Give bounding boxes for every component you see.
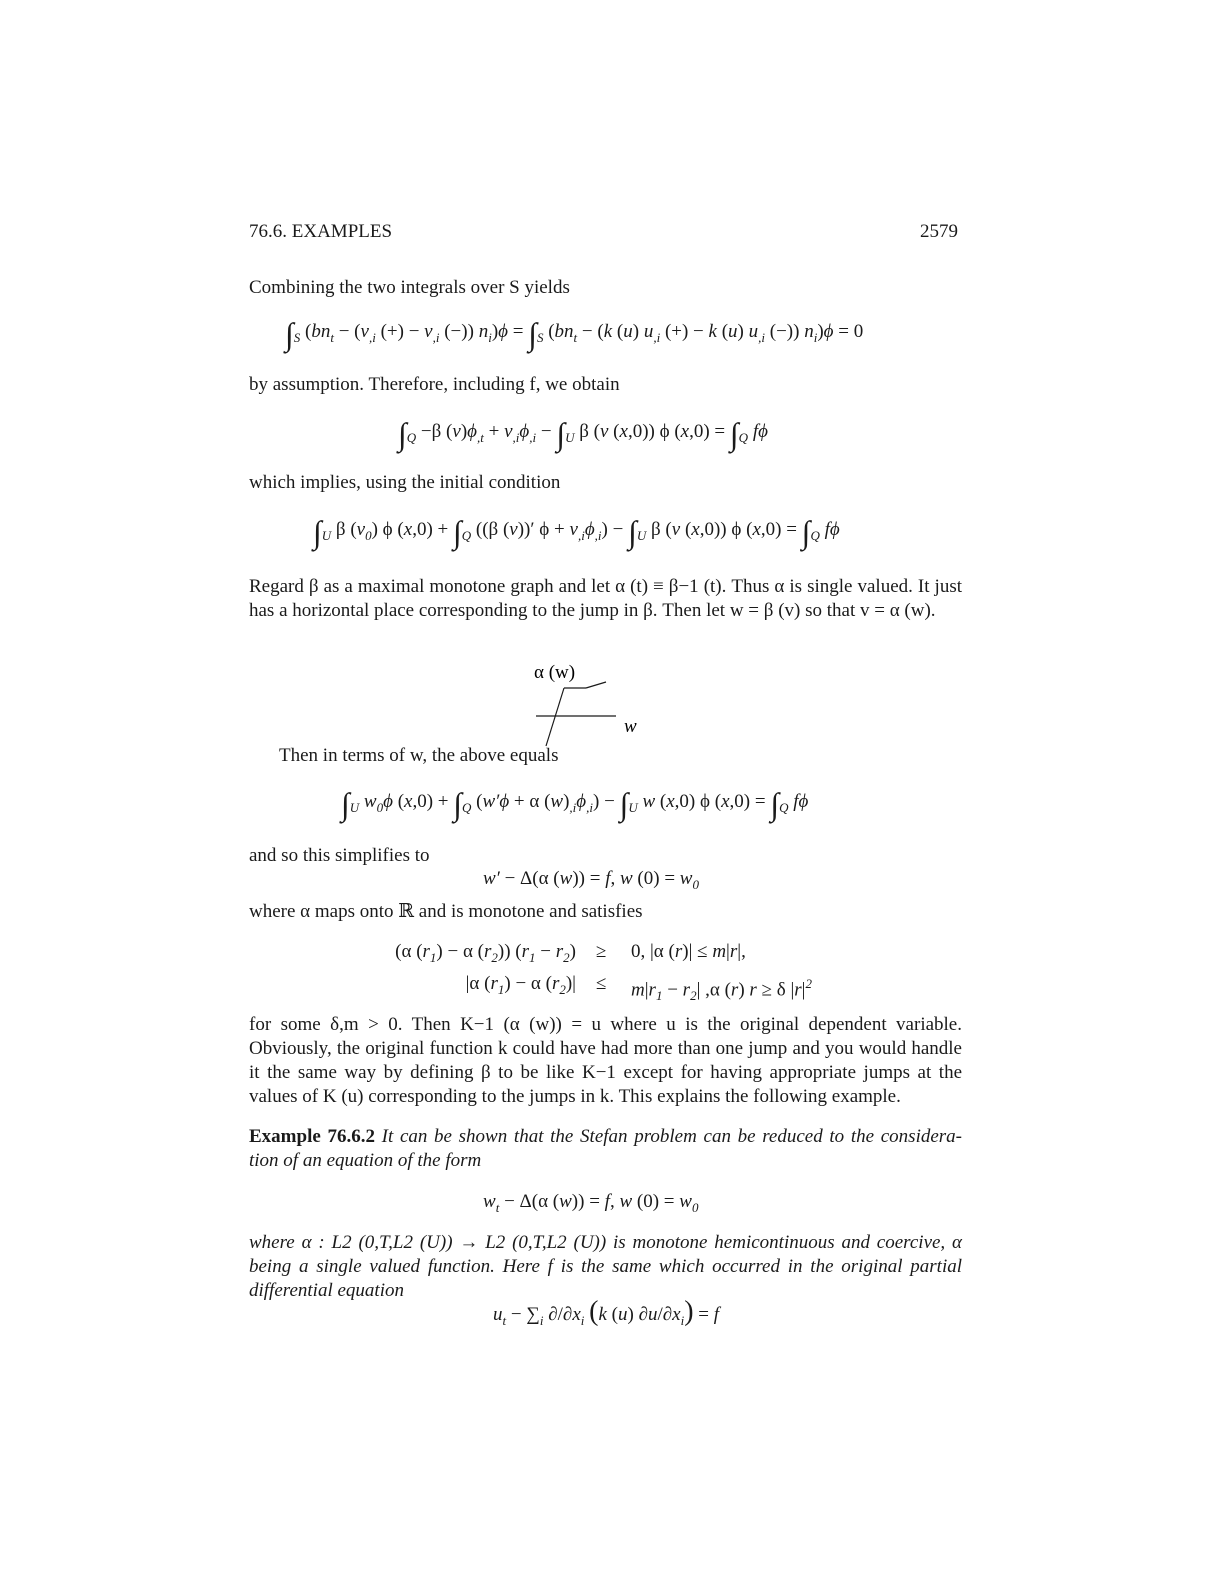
graph-rising-segment xyxy=(546,688,564,746)
example-block xyxy=(249,1125,962,1173)
paragraph-5: Then in terms of w, the above equals xyxy=(279,745,559,766)
equation-6a-left: (α $(r_1) - \alpha$ $(r_2)$) $(r_1 - r_2)$ xyxy=(395,941,576,965)
graph-y-label: α (w) xyxy=(534,662,576,683)
equation-6b-relation: ≤ xyxy=(596,973,607,994)
paragraph-8: for some δ,m > 0. Then K−1 (α (w)) = u where u is the original dependent variable. Obviously, the original function k could have had more than one jump and you would handle it the same way by defining β to be like K−1 except for having appropriate jumps at the values of K (u) corresponding to the jumps in k. This explains the following example. xyxy=(249,1014,962,1107)
equation-3: $\int_U$ β $(v_0)$ ϕ $(x,0) + \int_Q$ ((β (v))′ $\phi + v_{,i}\phi_{,i}) - \int_U$ β (v (x,0)) ϕ $(x,0) = \int_Q$ fϕ xyxy=(313,514,840,550)
equation-6a-relation: ≥ xyxy=(596,941,607,962)
equation-6b-left: |α $(r_1) - \alpha$ $(r_2)|$ xyxy=(465,973,576,997)
paragraph-3: which implies, using the initial condition xyxy=(249,472,561,493)
example-text-1: It can be shown that the Stefan problem can be reduced to the considera-tion of an equation of the form xyxy=(249,1126,963,1171)
equation-5: w′ − Δ(α (w)) = f, w $(0) = w_0$ xyxy=(483,868,699,892)
equation-8: $u_t - \sum_i$ $\partial/\partial x_i$ (k (u) $\partial u/\partial x_i) = f$ xyxy=(493,1296,720,1328)
equation-4: $\int_U$ $w_0\phi$ $(x,0) + \int_Q$ (w′ϕ + α $(w)_{,i}\phi_{,i}) - \int_U$ w (x,0) ϕ $(x,0) = \int_Q$ fϕ xyxy=(341,786,809,822)
alpha-graph xyxy=(520,656,650,752)
equation-6a-right: 0, |α (r)| ≤ m|r|, xyxy=(631,941,746,962)
paragraph-6: and so this simplifies to xyxy=(249,845,430,866)
example-text-2: where α : L2 (0,T,L2 (U)) → L2 (0,T,L2 (U)) is monotone hemicontinuous and coercive, α being a single valued function. Here f is the same which occurred in the original partial differential equation xyxy=(249,1232,962,1301)
paragraph-7: where α maps onto ℝ and is monotone and satisfies xyxy=(249,901,643,922)
equation-6b-right: $m|r_1 - r_2|$ ,α (r) r ≥ δ $|r|^2$ xyxy=(631,976,812,1004)
paragraph-2: by assumption. Therefore, including f, we obtain xyxy=(249,374,620,395)
running-header: 76.6. EXAMPLES xyxy=(249,221,393,242)
example-label: Example 76.6.2 xyxy=(249,1126,375,1147)
equation-1: $\int_S$ ($bn_t - (v_{,i}$ (+) − $v_{,i}$ (−)) $n_i)\phi = \int_S$ ($bn_t - (k$ (u) $u_{,i}$ (+) − k (u) $u_{,i}$ (−)) $n_i)\phi = 0$ xyxy=(285,316,864,352)
paragraph-1: Combining the two integrals over S yields xyxy=(249,277,570,298)
equation-2: $\int_Q -\beta$ $(v)\phi_{,t} + v_{,i}\phi_{,i} - \int_U$ β (v (x,0)) ϕ $(x,0) = \int_Q$ fϕ xyxy=(398,416,768,452)
graph-upper-segment xyxy=(586,682,606,688)
equation-7: $w_t - \Delta(\alpha$ (w)) = f, w $(0) = w_0$ xyxy=(483,1191,699,1215)
graph-x-label: w xyxy=(624,716,637,737)
paragraph-4: Regard β as a maximal monotone graph and let α (t) ≡ β−1 (t). Thus α is single valued. It just has a horizontal place corresponding to the jump in β. Then let w = β (v) so that v = α (w). xyxy=(249,576,962,621)
page-number: 2579 xyxy=(920,221,958,242)
